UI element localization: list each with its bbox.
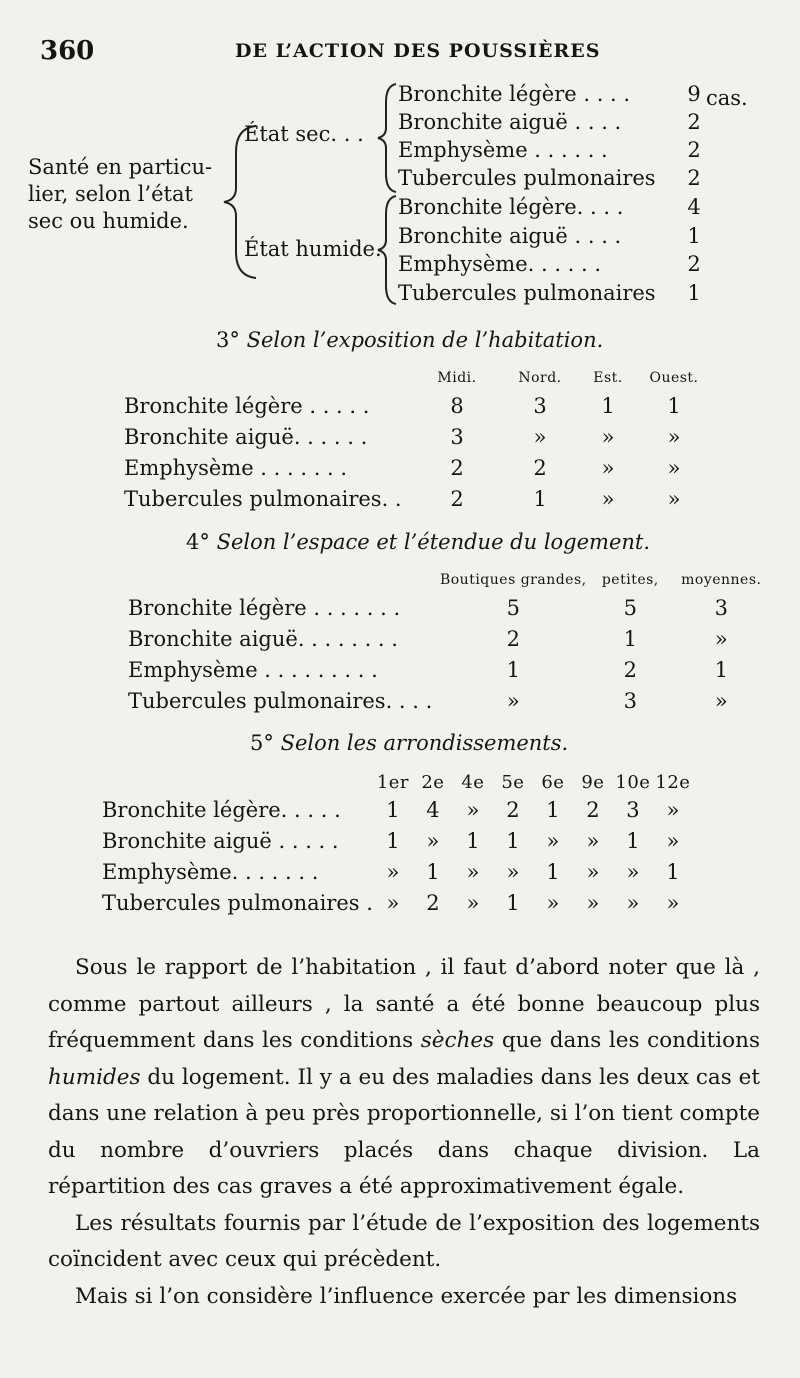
table-cell: 8 xyxy=(450,393,464,418)
state-humid-label: État humide. xyxy=(244,237,382,261)
table-cell: » xyxy=(626,890,640,915)
table-cell: » xyxy=(506,859,520,884)
table-row xyxy=(128,592,776,623)
table-cell: » xyxy=(506,688,520,713)
table-cell: » xyxy=(714,688,728,713)
row-label: Bronchite légère . . . . . . . xyxy=(128,595,401,620)
paragraph: Mais si l’on considère l’influence exercée par les dimensions xyxy=(75,1283,738,1309)
table-cell: 5 xyxy=(506,595,520,620)
paragraph: Les résultats fournis par l’étude de l’exposition des logements coïncident avec ceux qui précèdent. xyxy=(48,1210,760,1272)
table-cell: » xyxy=(466,859,480,884)
table-cell: 3 xyxy=(623,688,637,713)
table-cell: » xyxy=(386,859,400,884)
exposure-table xyxy=(124,366,712,514)
page-number: 360 xyxy=(40,36,95,66)
disease-label: Tubercules pulmonaires xyxy=(398,166,656,190)
arrondissement-table xyxy=(102,770,693,918)
health-by-dryness-table xyxy=(28,82,788,312)
table-cell: 3 xyxy=(533,393,547,418)
table-row xyxy=(124,421,712,452)
column-header: Ouest. xyxy=(649,370,699,386)
table-cell: 2 xyxy=(450,486,464,511)
column-header: moyennes. xyxy=(681,572,762,588)
section-title: Selon l’espace et l’étendue du logement. xyxy=(216,530,651,554)
table-cell: 2 xyxy=(586,797,600,822)
table-cell: » xyxy=(586,828,600,853)
column-header: 1er xyxy=(376,771,410,793)
row-label: Tubercules pulmonaires . xyxy=(102,890,373,915)
table-cell: 1 xyxy=(386,797,400,822)
table-header-row xyxy=(124,366,712,390)
humid-brace xyxy=(374,194,400,306)
table-cell: » xyxy=(466,890,480,915)
health-label-line: sec ou humide. xyxy=(28,209,189,233)
column-header: 12e xyxy=(655,771,691,793)
disease-label: Bronchite légère. . . . xyxy=(398,195,624,219)
column-header: Boutiques grandes, xyxy=(439,572,587,588)
table-row xyxy=(102,794,693,825)
disease-label: Bronchite légère . . . . xyxy=(398,82,631,106)
column-header: Est. xyxy=(593,370,623,386)
table-row xyxy=(102,887,693,918)
table-cell: » xyxy=(546,828,560,853)
paragraph-text: Sous le rapport de l’habitation , il faut d’abord noter que là , comme partout ailleurs , la santé a été bonne beaucoup plus fréquemment dans les conditions xyxy=(48,955,760,1053)
table-cell: » xyxy=(601,424,615,449)
emphasis: sèches xyxy=(420,1028,495,1053)
section-number: 5° xyxy=(250,731,274,755)
table-cell: » xyxy=(666,828,680,853)
table-cell: » xyxy=(586,890,600,915)
row-label: Tubercules pulmonaires. . . . xyxy=(128,688,433,713)
table-cell: » xyxy=(586,859,600,884)
table-cell: 3 xyxy=(714,595,728,620)
table-cell: 3 xyxy=(450,424,464,449)
table-cell: 1 xyxy=(426,859,440,884)
row-label: Emphysème. . . . . . . xyxy=(102,859,319,884)
health-label-line: lier, selon l’état xyxy=(28,182,193,206)
row-label: Bronchite aiguë . . . . . xyxy=(102,828,339,853)
section-title: Selon l’exposition de l’habitation. xyxy=(246,328,604,352)
table-cell: 1 xyxy=(386,828,400,853)
case-count: 4 xyxy=(687,195,701,219)
column-header: Midi. xyxy=(437,370,477,386)
section5-heading xyxy=(250,731,568,755)
table-cell: » xyxy=(666,797,680,822)
disease-label: Tubercules pulmonaires xyxy=(398,281,656,305)
table-cell: 1 xyxy=(546,859,560,884)
table-cell: 2 xyxy=(533,455,547,480)
table-cell: 1 xyxy=(506,890,520,915)
column-header: Nord. xyxy=(518,370,562,386)
health-label-line: Santé en particu- xyxy=(28,155,213,179)
table-cell: 1 xyxy=(714,657,728,682)
table-row xyxy=(128,685,776,716)
column-header: 6e xyxy=(541,771,565,793)
column-header: 10e xyxy=(615,771,651,793)
table-cell: 2 xyxy=(506,626,520,651)
table-row xyxy=(128,654,776,685)
table-cell: 1 xyxy=(546,797,560,822)
table-cell: » xyxy=(667,455,681,480)
table-cell: » xyxy=(666,890,680,915)
dry-brace xyxy=(374,82,400,194)
health-label xyxy=(28,154,212,235)
table-header-row xyxy=(128,568,776,592)
table-row xyxy=(128,623,776,654)
paragraph-text: que dans les conditions xyxy=(494,1028,760,1053)
running-title: DE L’ACTION DES POUSSIÈRES xyxy=(235,40,601,62)
disease-label: Emphysème. . . . . . xyxy=(398,252,602,276)
case-count: 2 xyxy=(687,252,701,276)
table-row xyxy=(124,452,712,483)
table-cell: 2 xyxy=(450,455,464,480)
table-cell: 1 xyxy=(506,657,520,682)
row-label: Bronchite légère . . . . . xyxy=(124,393,370,418)
table-cell: » xyxy=(466,797,480,822)
state-dry-label: État sec. . . xyxy=(244,122,364,146)
row-label: Bronchite légère. . . . . xyxy=(102,797,341,822)
table-row xyxy=(102,856,693,887)
case-count: 1 xyxy=(687,224,701,248)
disease-label: Bronchite aiguë . . . . xyxy=(398,110,622,134)
case-count: 9 xyxy=(687,82,701,106)
table-header-row xyxy=(102,770,693,794)
table-cell: » xyxy=(426,828,440,853)
table-row xyxy=(124,390,712,421)
table-cell: » xyxy=(533,424,547,449)
case-count: 2 xyxy=(687,166,701,190)
body-text xyxy=(48,950,760,1315)
case-count: 2 xyxy=(687,110,701,134)
column-header: 9e xyxy=(581,771,605,793)
row-label: Emphysème . . . . . . . . . xyxy=(128,657,378,682)
row-label: Tubercules pulmonaires. . xyxy=(124,486,402,511)
row-label: Bronchite aiguë. . . . . . . . xyxy=(128,626,398,651)
disease-label: Emphysème . . . . . . xyxy=(398,138,608,162)
table-cell: » xyxy=(601,455,615,480)
table-cell: » xyxy=(667,486,681,511)
case-count: 2 xyxy=(687,138,701,162)
table-cell: » xyxy=(601,486,615,511)
table-cell: 1 xyxy=(533,486,547,511)
section-number: 3° xyxy=(216,328,240,352)
section-number: 4° xyxy=(186,530,210,554)
page-header xyxy=(0,36,800,68)
table-cell: » xyxy=(626,859,640,884)
paragraph xyxy=(48,950,760,1206)
emphasis: humides xyxy=(48,1064,141,1090)
table-cell: 1 xyxy=(623,626,637,651)
table-cell: » xyxy=(386,890,400,915)
column-header: 2e xyxy=(421,771,445,793)
table-cell: 5 xyxy=(623,595,637,620)
table-cell: 1 xyxy=(626,828,640,853)
table-cell: » xyxy=(714,626,728,651)
table-cell: 1 xyxy=(506,828,520,853)
paragraph-text: du logement. Il y a eu des maladies dans les deux cas et dans une relation à peu près proportionnelle, si l’on tient compte du nombre d’ouvriers placés dans chaque division. La répartition des cas graves a été approximativement égale. xyxy=(48,1064,760,1199)
case-count: 1 xyxy=(687,281,701,305)
table-cell: 1 xyxy=(667,393,681,418)
table-cell: 1 xyxy=(601,393,615,418)
table-row xyxy=(102,825,693,856)
table-cell: 2 xyxy=(506,797,520,822)
table-cell: 1 xyxy=(666,859,680,884)
table-cell: 3 xyxy=(626,797,640,822)
section3-heading xyxy=(216,328,603,352)
column-header: petites, xyxy=(601,572,659,588)
disease-label: Bronchite aiguë . . . . xyxy=(398,224,622,248)
row-label: Bronchite aiguë. . . . . . xyxy=(124,424,368,449)
table-cell: 1 xyxy=(466,828,480,853)
table-cell: 4 xyxy=(426,797,440,822)
table-cell: 2 xyxy=(623,657,637,682)
unit-label: cas. xyxy=(706,86,748,110)
section-title: Selon les arrondissements. xyxy=(280,731,569,755)
section4-heading xyxy=(186,530,650,554)
column-header: 5e xyxy=(501,771,525,793)
row-label: Emphysème . . . . . . . xyxy=(124,455,348,480)
dwelling-size-table xyxy=(128,568,776,716)
column-header: 4e xyxy=(461,771,485,793)
table-cell: 2 xyxy=(426,890,440,915)
table-row xyxy=(124,483,712,514)
table-cell: » xyxy=(667,424,681,449)
table-cell: » xyxy=(546,890,560,915)
